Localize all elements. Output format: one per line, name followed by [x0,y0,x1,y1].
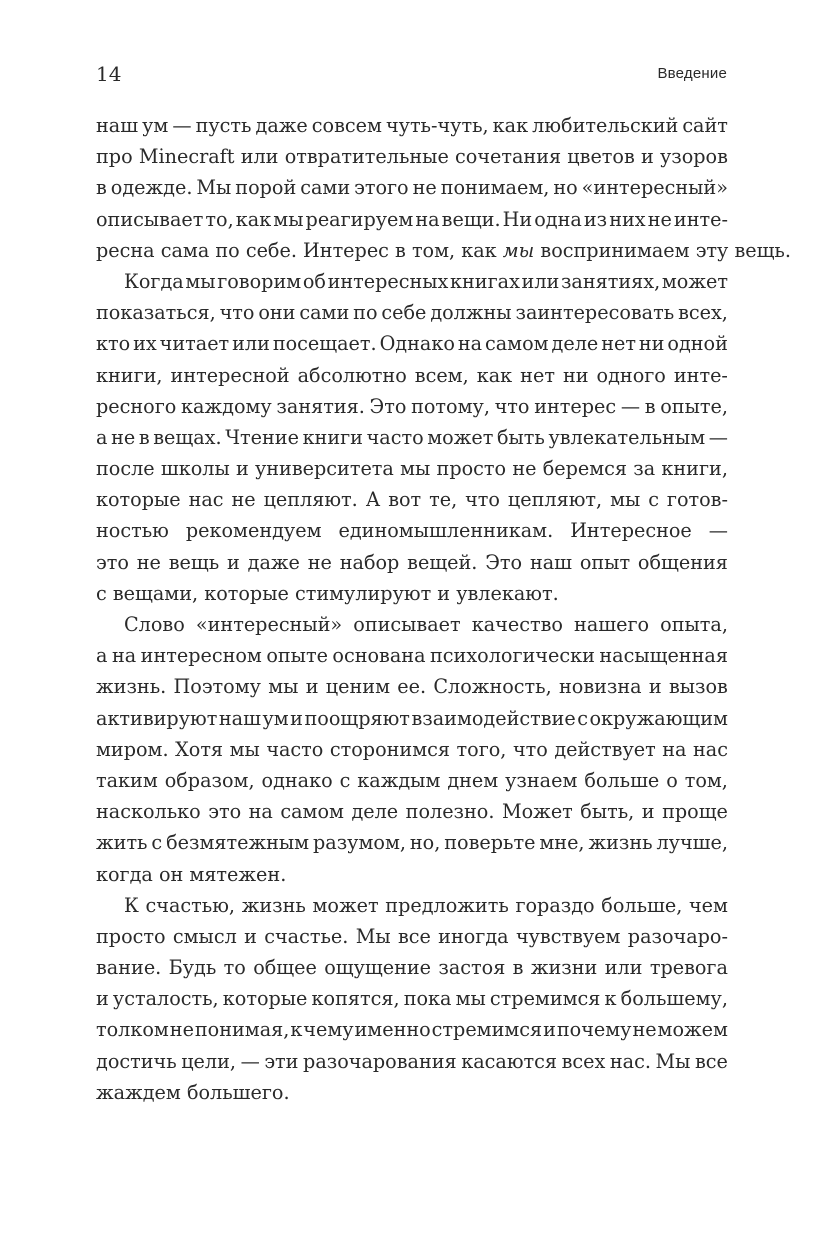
text-line: это не вещь и даже не набор вещей. Это наш опыт общения [96,550,728,574]
text-line: ресна сама по себе. Интерес в том, как мы воспринимаем эту вещь. [96,238,791,262]
text-line: книги, интересной абсолютно всем, как нет ни одного инте- [96,363,728,387]
text-line: наш ум — пусть даже совсем чуть-чуть, как любительский сайт [96,114,728,137]
text-line: жить с безмятежным разумом, но, поверьте мне, жизнь лучше, [96,831,728,855]
text-line: активируют наш ум и поощряют взаимодействие с окружающим [96,706,728,730]
text-line: Когда мы говорим об интересных книгах или занятиях, может [124,269,728,293]
text-line: которые нас не цепляют. А вот те, что цепляют, мы с готов- [96,488,728,512]
paragraph [96,110,791,266]
body-text [96,110,791,1108]
text-line: ностью рекомендуем единомышленникам. Интересное — [96,519,728,543]
text-line: достичь цели, — эти разочарования касаются всех нас. Мы все [96,1049,728,1073]
page-number: 14 [96,62,122,86]
paragraph [96,609,728,890]
text-line: ресного каждому занятия. Это потому, что интерес — в опыте, [96,394,728,418]
text-line: когда он мятежен. [96,862,287,886]
text-line: насколько это на самом деле полезно. Может быть, и проще [96,800,728,824]
paragraph [96,890,728,1108]
text-line: кто их читает или посещает. Однако на самом деле нет ни одной [96,332,728,356]
text-line: миром. Хотя мы часто сторонимся того, что действует на нас [96,737,728,761]
text-line: вание. Будь то общее ощущение застоя в жизни или тревога [96,956,728,980]
text-line: в одежде. Мы порой сами этого не понимаем, но «интересный» [96,176,728,200]
text-line: таким образом, однако с каждым днем узнаем больше о том, [96,768,728,792]
running-header: Введение [657,65,727,82]
text-line: Слово «интересный» описывает качество нашего опыта, [124,613,728,636]
text-line: после школы и университета мы просто не беремся за книги, [96,457,728,481]
text-line: с вещами, которые стимулируют и увлекают. [96,581,559,605]
text-line: К счастью, жизнь может предложить гораздо больше, чем [124,893,728,917]
text-line: а не в вещах. Чтение книги часто может быть увлекательным — [96,425,728,449]
text-line: про Minecraft или отвратительные сочетания цветов и узоров [96,145,728,169]
paragraph [96,266,728,609]
text-line: жаждем большего. [96,1080,290,1104]
text-line: толком не понимая, к чему именно стремимся и почему не можем [96,1018,728,1042]
text-line: показаться, что они сами по себе должны заинтересовать всех, [96,301,728,325]
text-line: а на интересном опыте основана психологически насыщенная [96,644,728,668]
text-line: просто смысл и счастье. Мы все иногда чувствуем разочаро- [96,924,728,948]
text-line: и усталость, которые копятся, пока мы стремимся к большему, [96,987,728,1011]
text-line: жизнь. Поэтому мы и ценим ее. Сложность, новизна и вызов [96,675,728,699]
text-line: описывает то, как мы реагируем на вещи. Ни одна из них не инте- [96,207,728,231]
